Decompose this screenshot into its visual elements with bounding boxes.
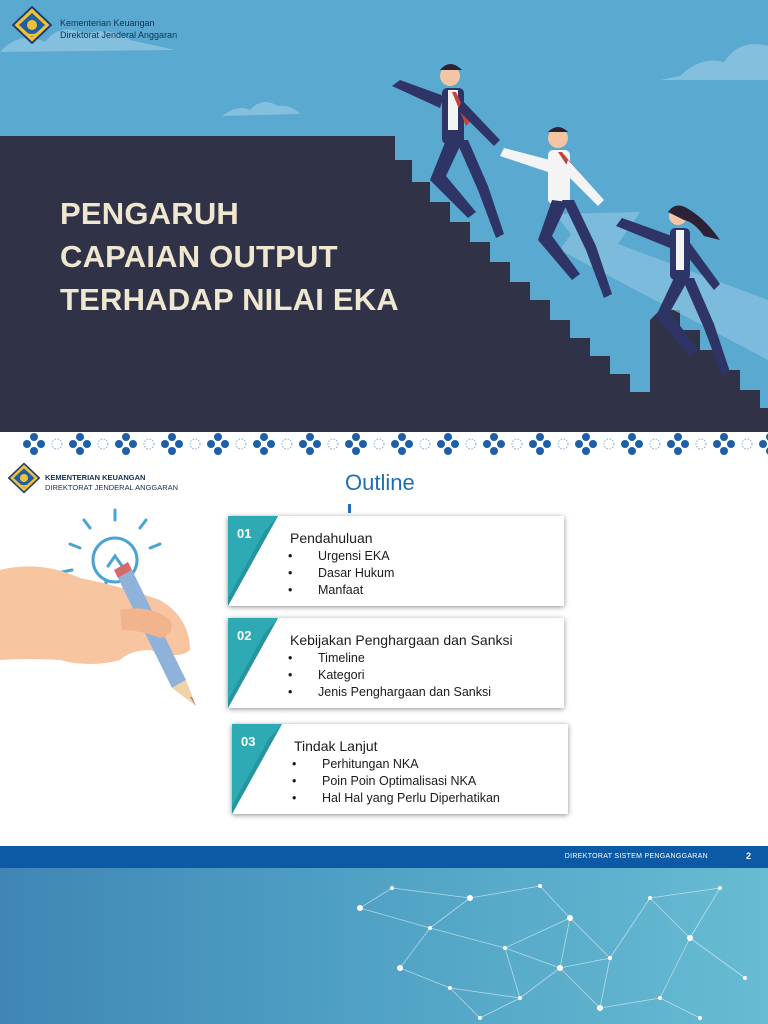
network-node bbox=[357, 905, 363, 911]
card-item bbox=[288, 582, 394, 599]
network-link bbox=[560, 968, 600, 1008]
network-link bbox=[360, 888, 392, 908]
batik-dot bbox=[742, 439, 752, 449]
org-directorate: Direktorat Jenderal Anggaran bbox=[60, 30, 178, 40]
batik-dot bbox=[374, 439, 384, 449]
batik-dot bbox=[558, 439, 568, 449]
network-link bbox=[505, 948, 560, 968]
card-number: 03 bbox=[241, 734, 256, 749]
network-link bbox=[690, 938, 745, 978]
network-link bbox=[560, 958, 610, 968]
batik-motif bbox=[299, 433, 321, 455]
network-link bbox=[392, 888, 470, 898]
batik-divider bbox=[0, 432, 768, 456]
card-item bbox=[292, 773, 500, 790]
batik-motif bbox=[575, 433, 597, 455]
card-item bbox=[288, 548, 394, 565]
network-link bbox=[650, 888, 720, 898]
hand-illustration bbox=[0, 500, 210, 720]
batik-dot bbox=[144, 439, 154, 449]
batik-motif bbox=[391, 433, 413, 455]
network-link bbox=[430, 898, 470, 928]
network-node bbox=[687, 935, 693, 941]
network-link bbox=[505, 948, 520, 998]
batik-motif bbox=[437, 433, 459, 455]
card-item bbox=[288, 667, 491, 684]
batik-motif bbox=[483, 433, 505, 455]
network-node bbox=[518, 996, 522, 1000]
batik-dot bbox=[420, 439, 430, 449]
batik-motif bbox=[161, 433, 183, 455]
batik-motif bbox=[713, 433, 735, 455]
outline-title: Outline bbox=[345, 470, 415, 495]
batik-motif bbox=[621, 433, 643, 455]
network-link bbox=[470, 886, 540, 898]
network-link bbox=[400, 928, 430, 968]
bullet: • bbox=[288, 685, 293, 699]
card-item-text: Perhitungan NKA bbox=[322, 757, 419, 771]
batik-motif bbox=[759, 433, 768, 455]
network-link bbox=[600, 998, 660, 1008]
batik-motif bbox=[253, 433, 275, 455]
batik-dot bbox=[466, 439, 476, 449]
batik-motif bbox=[23, 433, 45, 455]
title-line: CAPAIAN OUTPUT bbox=[60, 239, 338, 274]
batik-motif bbox=[529, 433, 551, 455]
network-node bbox=[448, 986, 452, 990]
bullet: • bbox=[292, 757, 297, 771]
card-number: 02 bbox=[237, 628, 252, 643]
card-items bbox=[288, 548, 394, 599]
title-slide bbox=[0, 0, 768, 432]
card-title: Pendahuluan bbox=[290, 530, 373, 546]
network-node bbox=[428, 926, 432, 930]
batik-dot bbox=[650, 439, 660, 449]
title-line: PENGARUH bbox=[60, 196, 240, 231]
batik-dot bbox=[696, 439, 706, 449]
network-node bbox=[567, 915, 573, 921]
bullet: • bbox=[288, 583, 293, 597]
network-link bbox=[660, 998, 700, 1018]
bullet: • bbox=[292, 791, 297, 805]
batik-dot bbox=[52, 439, 62, 449]
batik-dot bbox=[190, 439, 200, 449]
kemenkeu-emblem-icon bbox=[8, 462, 40, 494]
network-node bbox=[658, 996, 662, 1000]
network-node bbox=[467, 895, 473, 901]
outline-card-1[interactable] bbox=[228, 516, 564, 606]
org-ministry: Kementerian Keuangan bbox=[60, 18, 155, 28]
network-link bbox=[570, 918, 610, 958]
page-number: 2 bbox=[745, 851, 751, 861]
network-background-slide bbox=[0, 868, 768, 1024]
network-link bbox=[610, 898, 650, 958]
card-item-text: Jenis Penghargaan dan Sanksi bbox=[318, 685, 492, 699]
network-link bbox=[520, 968, 560, 998]
network-link bbox=[480, 998, 520, 1018]
footer-department: DIREKTORAT SISTEM PENGANGGARAN bbox=[564, 853, 708, 860]
batik-motif bbox=[69, 433, 91, 455]
network-node bbox=[390, 886, 394, 890]
card-item-text: Poin Poin Optimalisasi NKA bbox=[322, 774, 477, 788]
card-item bbox=[292, 790, 500, 807]
batik-dot bbox=[328, 439, 338, 449]
network-link bbox=[650, 898, 690, 938]
org-name bbox=[45, 473, 178, 493]
card-item-text: Dasar Hukum bbox=[318, 566, 395, 580]
batik-dot bbox=[604, 439, 614, 449]
network-node bbox=[608, 956, 612, 960]
outline-card-3[interactable] bbox=[232, 724, 568, 814]
batik-motif bbox=[207, 433, 229, 455]
outline-cursor-mark bbox=[348, 504, 351, 513]
card-title: Tindak Lanjut bbox=[294, 738, 378, 754]
card-items bbox=[292, 756, 500, 807]
card-items bbox=[288, 650, 491, 701]
network-node bbox=[397, 965, 403, 971]
org-directorate: DIREKTORAT JENDERAL ANGGARAN bbox=[45, 483, 179, 492]
businessman-figure bbox=[500, 127, 612, 298]
batik-motif bbox=[115, 433, 137, 455]
bullet: • bbox=[288, 566, 293, 580]
network-node bbox=[698, 1016, 702, 1020]
title-line: TERHADAP NILAI EKA bbox=[60, 282, 399, 317]
network-link bbox=[540, 886, 570, 918]
network-link bbox=[450, 988, 520, 998]
card-item-text: Hal Hal yang Perlu Diperhatikan bbox=[322, 791, 500, 805]
bullet: • bbox=[288, 668, 293, 682]
card-item-text: Timeline bbox=[318, 651, 365, 665]
network-link bbox=[430, 928, 505, 948]
outline-card-2[interactable] bbox=[228, 618, 564, 708]
network-node bbox=[718, 886, 722, 890]
batik-motif bbox=[345, 433, 367, 455]
network-link bbox=[505, 918, 570, 948]
network-node bbox=[478, 1016, 482, 1020]
network-node bbox=[503, 946, 507, 950]
org-ministry: KEMENTERIAN KEUANGAN bbox=[45, 473, 146, 482]
card-item-text: Kategori bbox=[318, 668, 365, 682]
footer-bar bbox=[0, 846, 768, 868]
bullet: • bbox=[292, 774, 297, 788]
batik-dot bbox=[282, 439, 292, 449]
bullet: • bbox=[288, 651, 293, 665]
outline-slide bbox=[0, 456, 768, 868]
network-link bbox=[660, 938, 690, 998]
network-node bbox=[597, 1005, 603, 1011]
network-link bbox=[600, 958, 610, 1008]
batik-motif bbox=[667, 433, 689, 455]
card-title: Kebijakan Penghargaan dan Sanksi bbox=[290, 632, 513, 648]
cloud-icon bbox=[0, 30, 768, 117]
batik-dot bbox=[98, 439, 108, 449]
slide-title bbox=[60, 192, 440, 321]
network-node bbox=[538, 884, 542, 888]
network-node bbox=[648, 896, 652, 900]
batik-pattern bbox=[0, 432, 768, 456]
network-link bbox=[450, 988, 480, 1018]
kemenkeu-emblem-icon bbox=[12, 6, 52, 44]
network-link bbox=[560, 918, 570, 968]
batik-dot bbox=[512, 439, 522, 449]
network-node bbox=[743, 976, 747, 980]
card-item bbox=[288, 650, 491, 667]
org-name bbox=[60, 17, 177, 41]
card-number: 01 bbox=[237, 526, 252, 541]
batik-dot bbox=[236, 439, 246, 449]
bullet: • bbox=[288, 549, 293, 563]
network-pattern bbox=[0, 868, 768, 1024]
card-item bbox=[288, 684, 491, 701]
card-item-text: Urgensi EKA bbox=[318, 549, 390, 563]
network-link bbox=[400, 968, 450, 988]
card-item bbox=[292, 756, 500, 773]
card-item-text: Manfaat bbox=[318, 583, 364, 597]
network-link bbox=[690, 888, 720, 938]
network-node bbox=[557, 965, 563, 971]
network-link bbox=[360, 908, 430, 928]
card-item bbox=[288, 565, 394, 582]
